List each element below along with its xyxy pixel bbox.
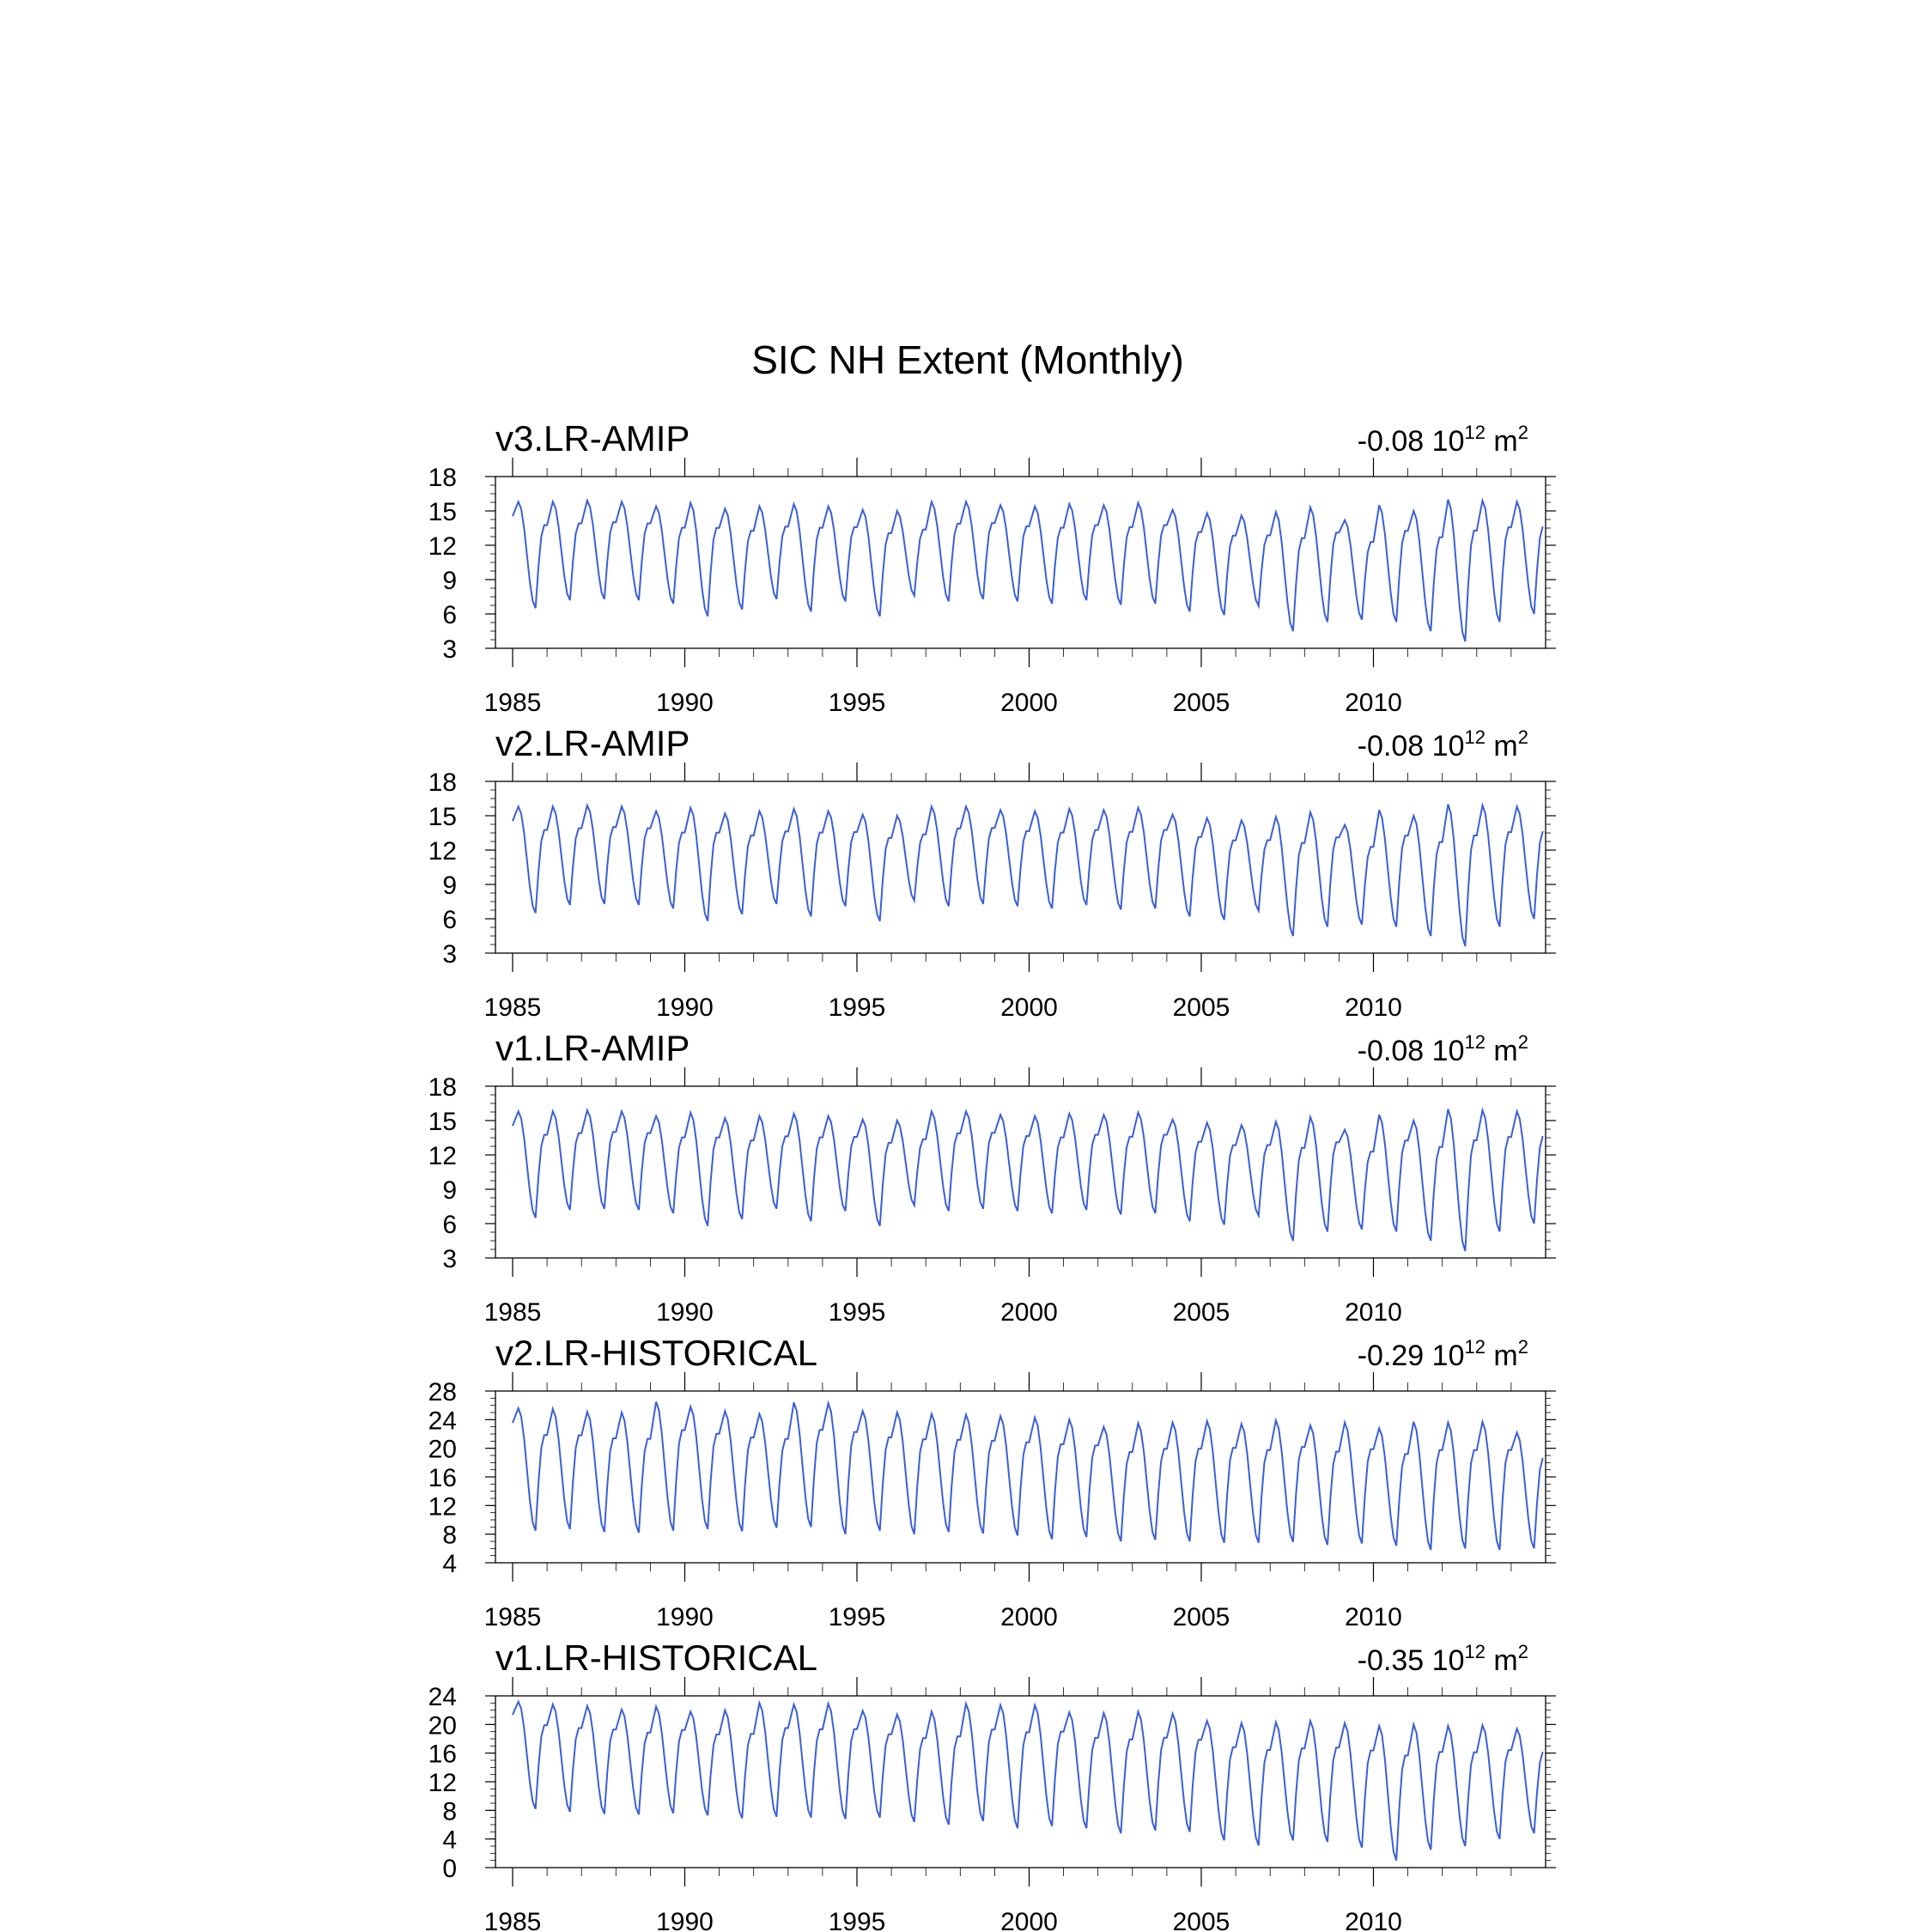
panel-1 xyxy=(428,418,1556,717)
x-tick-label: 1995 xyxy=(828,1603,886,1631)
x-tick-label: 1985 xyxy=(483,689,542,717)
x-tick-label: 1990 xyxy=(656,1908,714,1932)
x-tick-label: 2000 xyxy=(1000,689,1058,717)
panel-trend-label xyxy=(1358,422,1528,458)
y-tick-label: 24 xyxy=(428,1683,457,1711)
y-tick-label: 16 xyxy=(428,1740,457,1769)
x-tick-label: 1990 xyxy=(656,993,714,1022)
x-tick-label: 2005 xyxy=(1172,689,1230,717)
trend-exponent: 12 xyxy=(1464,422,1485,443)
panels xyxy=(428,418,1556,1932)
series-line xyxy=(513,1402,1543,1551)
panel-model-label: v3.LR-AMIP xyxy=(495,418,690,459)
y-tick-label: 12 xyxy=(428,532,457,561)
series-line xyxy=(513,1702,1543,1861)
x-tick-label: 1990 xyxy=(656,689,714,717)
y-tick-label: 28 xyxy=(428,1378,457,1406)
x-tick-label: 1990 xyxy=(656,1298,714,1327)
panel-4 xyxy=(428,1333,1556,1631)
y-tick-label: 12 xyxy=(428,837,457,866)
y-tick-label: 12 xyxy=(428,1142,457,1170)
trend-value: -0.08 10 xyxy=(1357,730,1465,762)
x-tick-label: 2010 xyxy=(1345,689,1402,717)
trend-unit: m xyxy=(1485,1340,1518,1372)
panel-model-label: v1.LR-HISTORICAL xyxy=(495,1637,817,1678)
x-tick-label: 1985 xyxy=(483,1908,542,1932)
trend-value: -0.35 10 xyxy=(1357,1644,1465,1677)
x-tick-label: 1995 xyxy=(828,993,886,1022)
panel-model-label: v2.LR-AMIP xyxy=(495,723,690,763)
panel-trend-label xyxy=(1358,1031,1528,1067)
trend-unit: m xyxy=(1485,730,1518,762)
y-tick-label: 16 xyxy=(428,1464,457,1492)
x-tick-label: 2010 xyxy=(1345,1603,1402,1631)
y-tick-label: 4 xyxy=(442,1550,457,1578)
y-tick-label: 3 xyxy=(442,940,457,969)
trend-unit-exponent: 2 xyxy=(1517,1031,1528,1053)
y-tick-label: 18 xyxy=(428,1073,457,1102)
x-tick-label: 1985 xyxy=(483,993,542,1022)
panel-model-label: v2.LR-HISTORICAL xyxy=(495,1333,817,1373)
y-tick-label: 12 xyxy=(428,1492,457,1522)
y-tick-label: 12 xyxy=(428,1769,457,1797)
trend-value: -0.08 10 xyxy=(1357,425,1465,458)
y-tick-label: 20 xyxy=(428,1435,457,1464)
y-tick-label: 4 xyxy=(442,1826,457,1855)
x-tick-label: 2005 xyxy=(1172,1298,1230,1327)
trend-exponent: 12 xyxy=(1464,1031,1485,1053)
trend-unit: m xyxy=(1485,1644,1518,1677)
trend-exponent: 12 xyxy=(1464,1641,1485,1662)
y-tick-label: 3 xyxy=(442,635,457,664)
series-line xyxy=(513,805,1543,946)
x-tick-label: 1995 xyxy=(828,1908,886,1932)
x-tick-label: 1985 xyxy=(483,1298,542,1327)
series-line xyxy=(513,500,1543,641)
x-tick-label: 1985 xyxy=(483,1603,542,1631)
trend-exponent: 12 xyxy=(1464,726,1485,748)
y-tick-label: 24 xyxy=(428,1406,457,1436)
x-tick-label: 2005 xyxy=(1172,1603,1230,1631)
trend-value: -0.08 10 xyxy=(1357,1035,1465,1067)
x-tick-label: 2010 xyxy=(1345,993,1402,1022)
panel-3 xyxy=(428,1028,1556,1327)
y-tick-label: 9 xyxy=(442,567,457,595)
chart-title: SIC NH Extent (Monthly) xyxy=(751,337,1184,382)
y-tick-label: 18 xyxy=(428,464,457,492)
x-tick-label: 2000 xyxy=(1000,1908,1058,1932)
x-tick-label: 1995 xyxy=(828,1298,886,1327)
panel-trend-label xyxy=(1358,726,1528,762)
trend-unit-exponent: 2 xyxy=(1517,1641,1528,1662)
trend-unit: m xyxy=(1485,425,1518,458)
y-tick-label: 3 xyxy=(442,1245,457,1273)
x-tick-label: 2000 xyxy=(1000,1603,1058,1631)
panel-trend-label xyxy=(1358,1641,1528,1677)
y-tick-label: 6 xyxy=(442,1211,457,1239)
y-tick-label: 9 xyxy=(442,872,457,900)
x-tick-label: 2005 xyxy=(1172,993,1230,1022)
x-tick-label: 2010 xyxy=(1345,1298,1402,1327)
y-tick-label: 15 xyxy=(428,803,457,831)
y-tick-label: 20 xyxy=(428,1711,457,1741)
trend-unit-exponent: 2 xyxy=(1517,422,1528,443)
y-tick-label: 18 xyxy=(428,769,457,797)
y-tick-label: 8 xyxy=(442,1521,457,1550)
trend-unit: m xyxy=(1485,1035,1518,1067)
y-tick-label: 8 xyxy=(442,1797,457,1826)
panel-5 xyxy=(428,1637,1556,1932)
x-tick-label: 2005 xyxy=(1172,1908,1230,1932)
x-tick-label: 2000 xyxy=(1000,993,1058,1022)
trend-unit-exponent: 2 xyxy=(1517,1336,1528,1358)
y-tick-label: 15 xyxy=(428,498,457,526)
panel-2 xyxy=(428,723,1556,1022)
x-tick-label: 2010 xyxy=(1345,1908,1402,1932)
y-tick-label: 6 xyxy=(442,601,457,629)
y-tick-label: 6 xyxy=(442,906,457,934)
x-tick-label: 1995 xyxy=(828,689,886,717)
trend-unit-exponent: 2 xyxy=(1517,726,1528,748)
y-tick-label: 0 xyxy=(442,1855,457,1883)
y-tick-label: 9 xyxy=(442,1176,457,1205)
x-tick-label: 1990 xyxy=(656,1603,714,1631)
series-line xyxy=(513,1109,1543,1251)
panel-trend-label xyxy=(1358,1336,1528,1372)
y-tick-label: 15 xyxy=(428,1108,457,1136)
trend-value: -0.29 10 xyxy=(1357,1340,1465,1372)
trend-exponent: 12 xyxy=(1464,1336,1485,1358)
x-tick-label: 2000 xyxy=(1000,1298,1058,1327)
panel-model-label: v1.LR-AMIP xyxy=(495,1028,690,1068)
